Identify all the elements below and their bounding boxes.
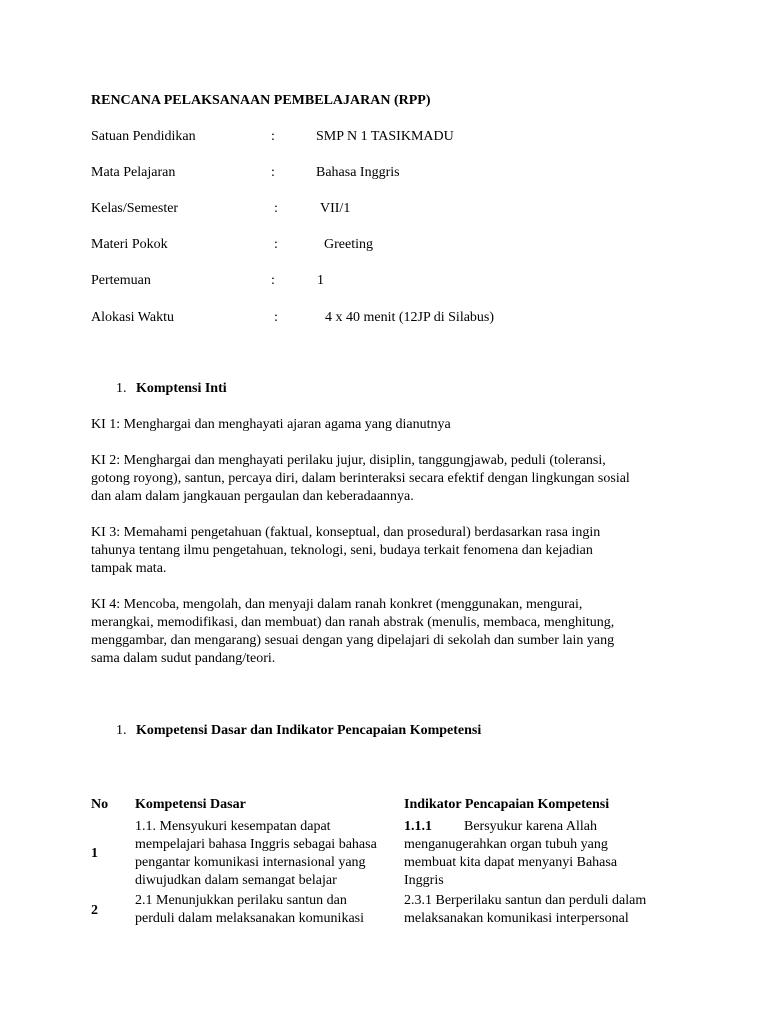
section-number: 1. [116,723,127,738]
meta-value-mapel: Bahasa Inggris [316,165,400,180]
meta-colon: : [274,237,278,252]
table-row-2-kd: 2.1 Menunjukkan perilaku santun dan perduli dalam melaksanakan komunikasi [135,893,364,926]
table-header-no: No [91,797,109,812]
meta-colon: : [274,310,278,325]
meta-colon: : [271,273,275,288]
meta-value-alokasi: 4 x 40 menit (12JP di Silabus) [325,310,495,325]
meta-value-kelas: VII/1 [320,201,351,216]
meta-value-pertemuan: 1 [317,273,324,288]
table-header-ipk: Indikator Pencapaian Kompetensi [404,797,610,812]
meta-colon: : [271,129,275,144]
meta-label-mapel: Mata Pelajaran [91,165,176,180]
table-row-2-ind-text: 2.3.1 Berperilaku santun dan perduli dalam melaksanakan komunikasi interpersonal [404,893,647,926]
section-heading-kompetensi-inti: Komptensi Inti [136,381,227,396]
meta-value-satuan: SMP N 1 TASIKMADU [316,129,454,144]
table-header-kd: Kompetensi Dasar [135,797,246,812]
ki-4: KI 4: Mencoba, mengolah, dan menyaji dalam ranah konkret (menggunakan, mengurai, merangkai, memodifikasi, dan membuat) dan ranah abstrak (menulis, membaca, menghitung, menggambar, dan mengarang) sesuai dengan yang dipelajari di sekolah dan sumber lain yang sama dalam sudut pandang/teori. [91,597,615,666]
meta-value-materi: Greeting [324,237,373,252]
table-row-1-no: 1 [91,846,98,861]
table-row-1-ind-code: 1.1.1 [404,819,432,834]
meta-label-pertemuan: Pertemuan [91,273,151,288]
document-title: RENCANA PELAKSANAAN PEMBELAJARAN (RPP) [91,93,431,108]
ki-3: KI 3: Memahami pengetahuan (faktual, konseptual, dan prosedural) berdasarkan rasa ingin tahunya tentang ilmu pengetahuan, teknologi, seni, budaya terkait fenomena dan kejadian tampak mata. [91,525,601,576]
section-number: 1. [116,381,127,396]
meta-colon: : [271,165,275,180]
meta-label-alokasi: Alokasi Waktu [91,310,174,325]
table-row-1-ind-text: Bersyukur karena Allah menganugerahkan organ tubuh yang membuat kita dapat menyanyi Bahasa Inggris [404,819,618,888]
meta-label-kelas: Kelas/Semester [91,201,179,216]
ki-1: KI 1: Menghargai dan menghayati ajaran agama yang dianutnya [91,417,451,432]
ki-2: KI 2: Menghargai dan menghayati perilaku jujur, disiplin, tanggungjawab, peduli (toleransi, gotong royong), santun, percaya diri, dalam berinteraksi secara efektif dengan lingkungan sosial dan alam dalam jangkauan pergaulan dan keberadaannya. [91,453,630,504]
section-heading-kd-ipk: Kompetensi Dasar dan Indikator Pencapaian Kompetensi [136,723,482,738]
table-row-2-no: 2 [91,903,98,918]
table-row-1-kd: 1.1. Mensyukuri kesempatan dapat mempelajari bahasa Inggris sebagai bahasa pengantar komunikasi internasional yang diwujudkan dalam semangat belajar [135,819,377,888]
meta-label-materi: Materi Pokok [91,237,168,252]
meta-label-satuan: Satuan Pendidikan [91,129,196,144]
meta-colon: : [274,201,278,216]
